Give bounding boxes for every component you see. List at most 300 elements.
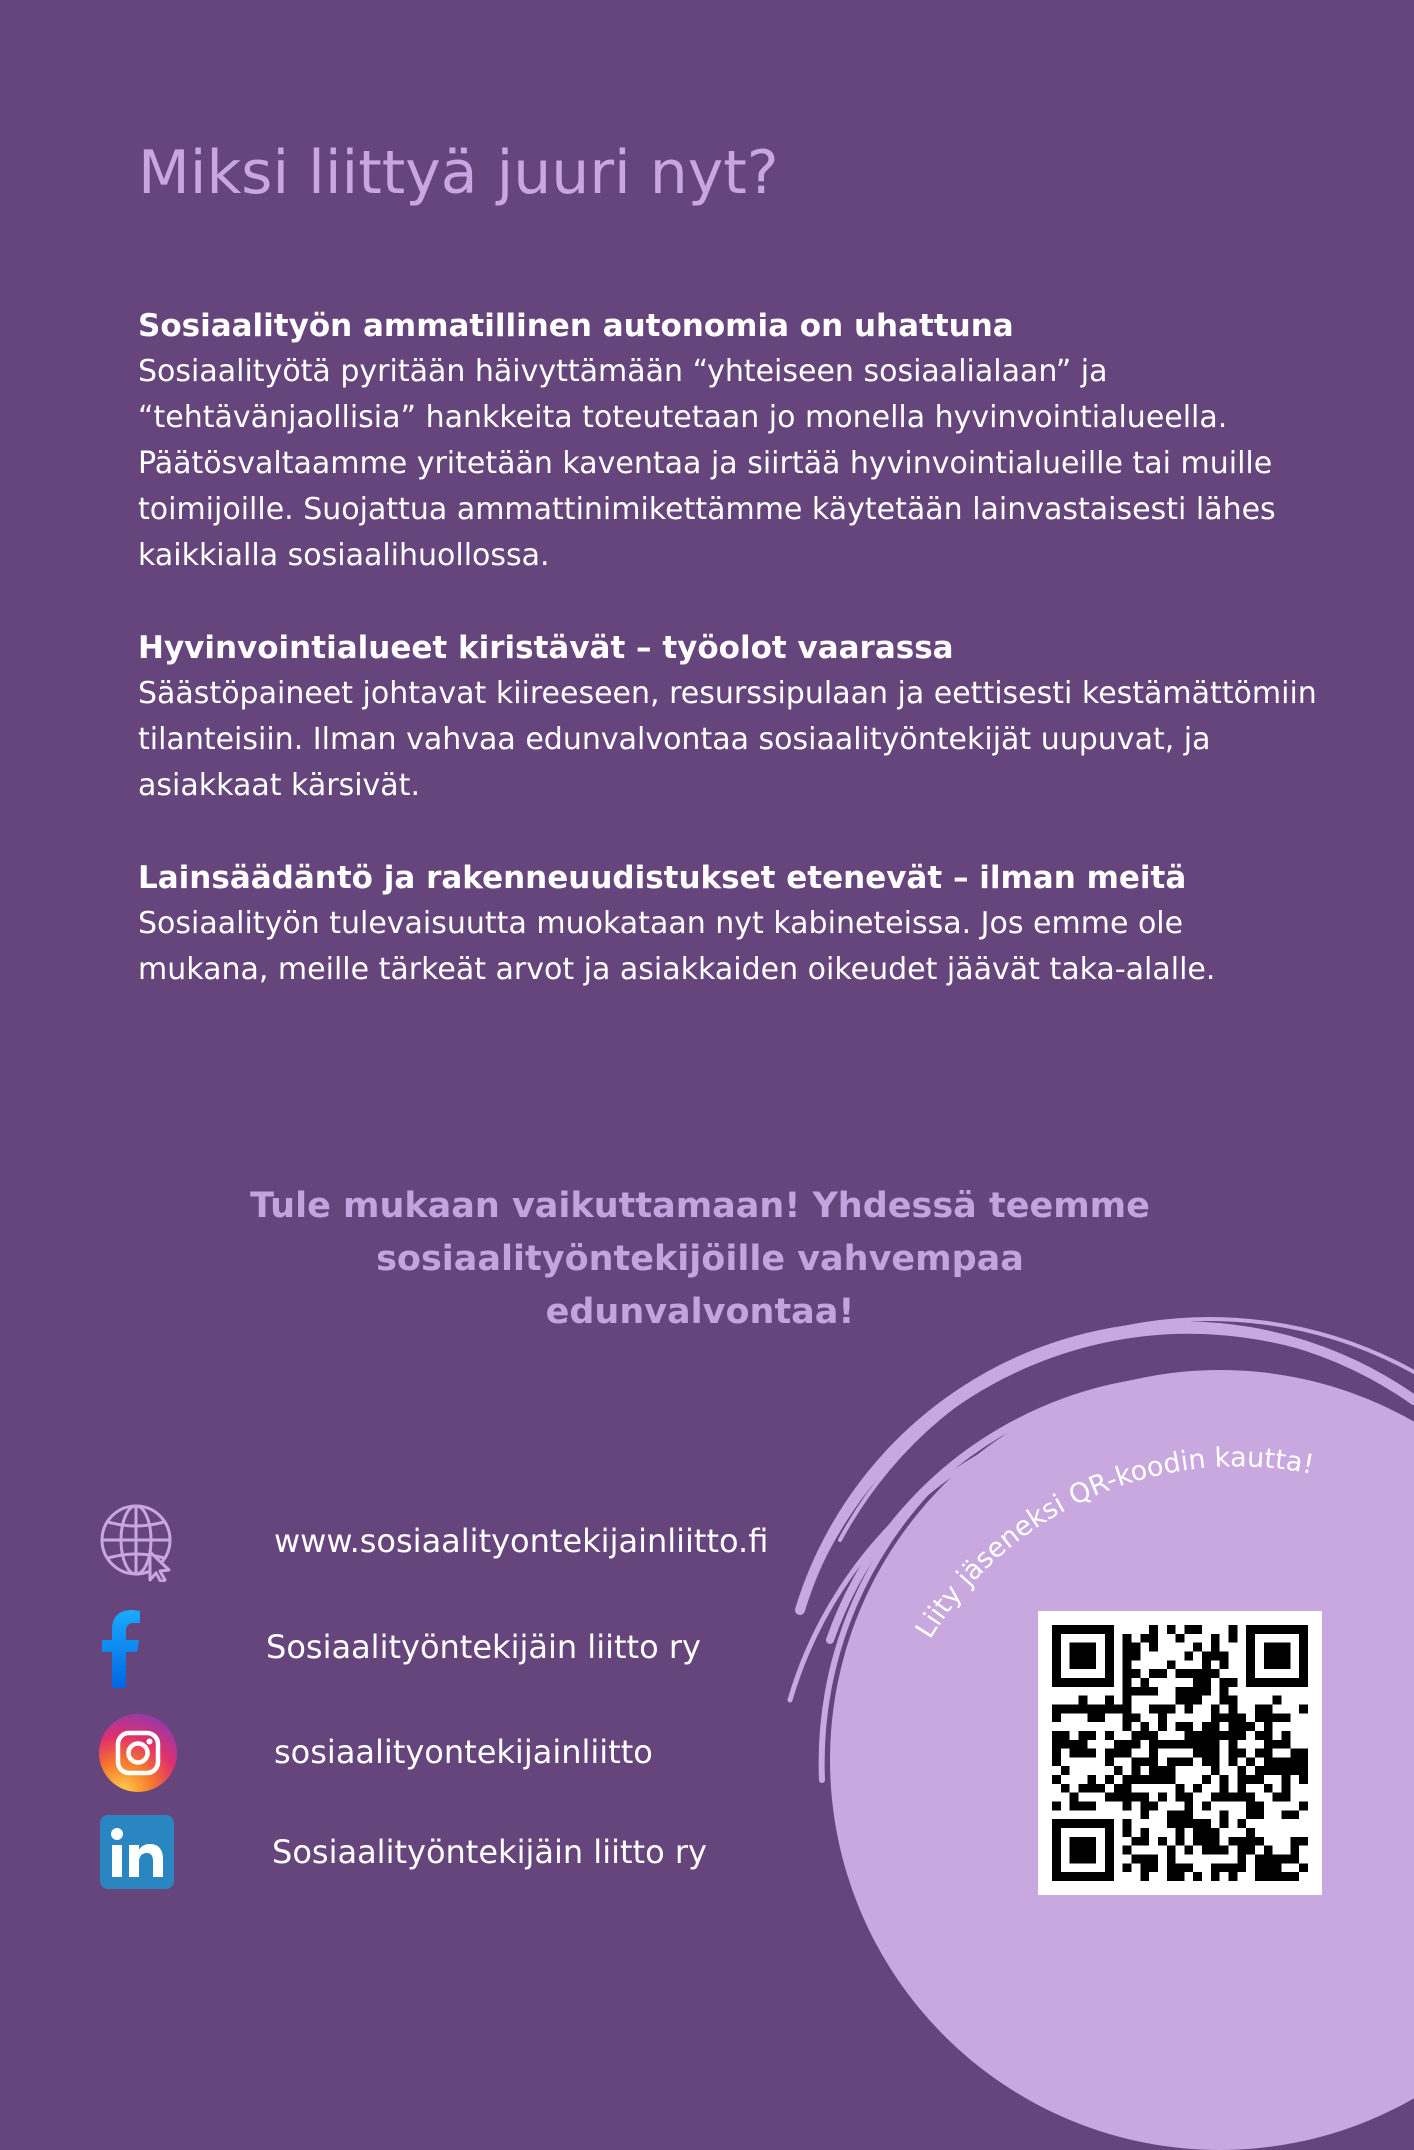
qr-module [1229, 1696, 1238, 1705]
qr-module [1149, 1863, 1158, 1872]
qr-module [1105, 1775, 1114, 1784]
qr-module [1123, 1678, 1132, 1687]
qr-module [1246, 1757, 1255, 1766]
qr-module [1087, 1872, 1096, 1881]
qr-module [1123, 1669, 1132, 1678]
qr-module [1246, 1802, 1255, 1811]
facebook-icon [98, 1608, 178, 1688]
qr-module [1299, 1863, 1308, 1872]
qr-module [1202, 1757, 1211, 1766]
qr-module [1096, 1713, 1105, 1722]
qr-module [1202, 1731, 1211, 1740]
qr-module [1061, 1819, 1070, 1828]
qr-module [1052, 1713, 1061, 1722]
qr-module [1220, 1775, 1229, 1784]
contact-label[interactable]: sosiaalityontekijainliitto [274, 1733, 653, 1771]
qr-module [1131, 1643, 1140, 1652]
qr-module [1105, 1625, 1114, 1634]
qr-module [1202, 1749, 1211, 1758]
qr-module [1149, 1775, 1158, 1784]
qr-module [1193, 1643, 1202, 1652]
qr-module [1282, 1660, 1291, 1669]
reason-title: Sosiaalityön ammatillinen autonomia on uhattuna [138, 308, 1014, 344]
qr-module [1087, 1784, 1096, 1793]
qr-module [1140, 1872, 1149, 1881]
qr-module [1149, 1634, 1158, 1643]
qr-module [1052, 1837, 1061, 1846]
qr-module [1070, 1855, 1079, 1864]
qr-module [1052, 1625, 1061, 1634]
qr-module [1167, 1863, 1176, 1872]
qr-module [1167, 1810, 1176, 1819]
qr-module [1176, 1863, 1185, 1872]
qr-module [1220, 1863, 1229, 1872]
qr-module [1078, 1749, 1087, 1758]
qr-module [1087, 1749, 1096, 1758]
qr-module [1246, 1625, 1255, 1634]
qr-module [1220, 1731, 1229, 1740]
qr-module [1176, 1669, 1185, 1678]
qr-module [1131, 1793, 1140, 1802]
qr-module [1220, 1660, 1229, 1669]
qr-module [1220, 1651, 1229, 1660]
qr-module [1167, 1704, 1176, 1713]
qr-module [1131, 1855, 1140, 1864]
qr-module [1078, 1704, 1087, 1713]
qr-module [1299, 1678, 1308, 1687]
qr-module [1229, 1678, 1238, 1687]
qr-module [1220, 1793, 1229, 1802]
qr-module [1105, 1828, 1114, 1837]
qr-module [1114, 1749, 1123, 1758]
qr-module [1246, 1678, 1255, 1687]
qr-module [1096, 1819, 1105, 1828]
qr-module [1167, 1766, 1176, 1775]
qr-module [1211, 1872, 1220, 1881]
qr-module [1131, 1766, 1140, 1775]
qr-module [1273, 1766, 1282, 1775]
qr-module [1237, 1837, 1246, 1846]
qr-module [1140, 1757, 1149, 1766]
qr-module [1167, 1872, 1176, 1881]
qr-module [1105, 1669, 1114, 1678]
qr-module [1123, 1643, 1132, 1652]
qr-module [1052, 1872, 1061, 1881]
qr-module [1255, 1837, 1264, 1846]
qr-module [1273, 1855, 1282, 1864]
qr-module [1299, 1643, 1308, 1652]
qr-module [1273, 1696, 1282, 1705]
qr-module [1264, 1863, 1273, 1872]
contact-linkedin[interactable] [98, 1813, 818, 1893]
qr-module [1246, 1669, 1255, 1678]
qr-module [1282, 1651, 1291, 1660]
qr-module [1237, 1775, 1246, 1784]
qr-module [1176, 1634, 1185, 1643]
qr-module [1105, 1660, 1114, 1669]
qr-module [1167, 1775, 1176, 1784]
qr-module [1123, 1793, 1132, 1802]
qr-module [1237, 1863, 1246, 1872]
qr-module [1061, 1625, 1070, 1634]
qr-module [1061, 1766, 1070, 1775]
qr-module [1114, 1704, 1123, 1713]
qr-module [1273, 1793, 1282, 1802]
qr-module [1070, 1643, 1079, 1652]
qr-module [1255, 1872, 1264, 1881]
qr-module [1193, 1696, 1202, 1705]
qr-module [1140, 1793, 1149, 1802]
qr-module [1290, 1855, 1299, 1864]
qr-module [1052, 1802, 1061, 1811]
qr-module [1184, 1810, 1193, 1819]
qr-module [1123, 1828, 1132, 1837]
qr-module [1070, 1678, 1079, 1687]
qr-module [1140, 1687, 1149, 1696]
qr-module [1105, 1837, 1114, 1846]
qr-module [1229, 1731, 1238, 1740]
qr-module [1105, 1678, 1114, 1687]
qr-module [1087, 1775, 1096, 1784]
qr-module [1211, 1766, 1220, 1775]
join-qr-text: Liity jäseneksi QR-koodin kautta! [909, 1442, 1317, 1644]
qr-module [1229, 1740, 1238, 1749]
qr-module [1078, 1678, 1087, 1687]
qr-module [1123, 1784, 1132, 1793]
qr-module [1211, 1863, 1220, 1872]
qr-module [1290, 1766, 1299, 1775]
qr-module [1131, 1837, 1140, 1846]
contact-instagram[interactable] [98, 1713, 818, 1793]
qr-module [1176, 1837, 1185, 1846]
contact-facebook[interactable] [98, 1608, 818, 1688]
call-to-action: Tule mukaan vaikuttamaan! Yhdessä teemme sosiaalityöntekijöille vahvempaa edunvalvontaa! [250, 1186, 1150, 1332]
qr-module [1193, 1687, 1202, 1696]
qr-module [1264, 1740, 1273, 1749]
qr-module [1282, 1757, 1291, 1766]
qr-module [1282, 1643, 1291, 1652]
qr-module [1087, 1660, 1096, 1669]
qr-module [1061, 1731, 1070, 1740]
qr-module [1070, 1651, 1079, 1660]
page-title: Miksi liittyä juuri nyt? [138, 138, 779, 208]
qr-module [1202, 1669, 1211, 1678]
qr-module [1273, 1863, 1282, 1872]
qr-module [1299, 1837, 1308, 1846]
qr-module [1078, 1731, 1087, 1740]
qr-module [1273, 1740, 1282, 1749]
qr-module [1140, 1802, 1149, 1811]
qr-module [1123, 1687, 1132, 1696]
qr-module [1070, 1660, 1079, 1669]
qr-module [1264, 1722, 1273, 1731]
qr-module [1246, 1651, 1255, 1660]
qr-module [1158, 1713, 1167, 1722]
qr-module [1229, 1749, 1238, 1758]
qr-module [1123, 1775, 1132, 1784]
qr-module [1052, 1846, 1061, 1855]
qr-module [1131, 1775, 1140, 1784]
qr-module [1202, 1722, 1211, 1731]
qr-module [1184, 1863, 1193, 1872]
qr-module [1078, 1660, 1087, 1669]
qr-module [1255, 1863, 1264, 1872]
qr-module [1167, 1846, 1176, 1855]
qr-module [1087, 1837, 1096, 1846]
qr-module [1299, 1625, 1308, 1634]
qr-module [1255, 1766, 1264, 1775]
qr-module [1184, 1696, 1193, 1705]
qr-module [1078, 1855, 1087, 1864]
qr-module [1193, 1625, 1202, 1634]
qr-module [1229, 1704, 1238, 1713]
qr-module [1105, 1872, 1114, 1881]
qr-module [1087, 1855, 1096, 1864]
qr-module [1246, 1793, 1255, 1802]
qr-module [1061, 1784, 1070, 1793]
qr-module [1176, 1722, 1185, 1731]
qr-module [1158, 1793, 1167, 1802]
qr-module [1299, 1749, 1308, 1758]
qr-module [1273, 1660, 1282, 1669]
qr-module [1123, 1713, 1132, 1722]
qr-module [1167, 1819, 1176, 1828]
qr-module [1246, 1660, 1255, 1669]
qr-module [1096, 1625, 1105, 1634]
qr-module [1211, 1651, 1220, 1660]
qr-module [1184, 1819, 1193, 1828]
qr-module [1184, 1793, 1193, 1802]
qr-module [1273, 1872, 1282, 1881]
contact-label[interactable]: Sosiaalityöntekijäin liitto ry [266, 1628, 701, 1666]
qr-module [1105, 1634, 1114, 1643]
qr-module [1220, 1784, 1229, 1793]
qr-module [1184, 1722, 1193, 1731]
qr-module [1299, 1634, 1308, 1643]
qr-module [1158, 1669, 1167, 1678]
qr-module [1052, 1731, 1061, 1740]
qr-module [1149, 1766, 1158, 1775]
qr-module [1052, 1863, 1061, 1872]
qr-module [1246, 1722, 1255, 1731]
qr-module [1264, 1749, 1273, 1758]
qr-module [1158, 1740, 1167, 1749]
qr-module [1202, 1802, 1211, 1811]
qr-module [1087, 1846, 1096, 1855]
qr-module [1052, 1819, 1061, 1828]
qr-module [1096, 1784, 1105, 1793]
qr-module [1052, 1669, 1061, 1678]
qr-module [1246, 1775, 1255, 1784]
reason-body: Sosiaalityötä pyritään häivyttämään “yhteiseen sosiaalialaan” ja “tehtävänjaollisia” hankkeita toteutetaan jo monella hyvinvointialueella. Päätösvaltaamme yritetään kaventaa ja siirtää hyvinvointialueille tai muille toimijoille. Suojattua ammattinimikettämme käytetään lainvastaisesti lähes kaikkialla sosiaalihuollossa. [138, 354, 1276, 573]
qr-module [1255, 1713, 1264, 1722]
qr-module [1184, 1757, 1193, 1766]
qr-module [1220, 1696, 1229, 1705]
contact-label[interactable]: Sosiaalityöntekijäin liitto ry [272, 1833, 707, 1871]
qr-module [1176, 1793, 1185, 1802]
qr-module [1070, 1625, 1079, 1634]
qr-module [1193, 1837, 1202, 1846]
reasons-list [138, 303, 1318, 1039]
qr-module [1167, 1625, 1176, 1634]
qr-module [1087, 1625, 1096, 1634]
contact-label[interactable]: www.sosiaalityontekijainliitto.fi [274, 1522, 769, 1560]
qr-module [1299, 1669, 1308, 1678]
qr-module [1078, 1625, 1087, 1634]
qr-module [1070, 1802, 1079, 1811]
qr-module [1273, 1757, 1282, 1766]
qr-module [1167, 1740, 1176, 1749]
qr-module [1105, 1846, 1114, 1855]
reason-section-autonomy [138, 303, 1318, 579]
qr-module [1220, 1819, 1229, 1828]
qr-module [1184, 1687, 1193, 1696]
qr-module [1282, 1625, 1291, 1634]
qr-module [1123, 1749, 1132, 1758]
qr-module [1070, 1749, 1079, 1758]
qr-module [1078, 1819, 1087, 1828]
qr-module [1229, 1634, 1238, 1643]
reason-body: Säästöpaineet johtavat kiireeseen, resurssipulaan ja eettisesti kestämättömiin tilanteisiin. Ilman vahvaa edunvalvontaa sosiaalityöntekijät uupuvat, ja asiakkaat kärsivät. [138, 676, 1317, 803]
qr-module [1255, 1749, 1264, 1758]
qr-module [1070, 1846, 1079, 1855]
qr-module [1131, 1651, 1140, 1660]
qr-module [1299, 1802, 1308, 1811]
qr-module [1123, 1651, 1132, 1660]
qr-module [1140, 1837, 1149, 1846]
qr-module [1211, 1749, 1220, 1758]
qr-module [1237, 1793, 1246, 1802]
qr-module [1078, 1872, 1087, 1881]
qr-module [1184, 1669, 1193, 1678]
qr-module [1184, 1651, 1193, 1660]
qr-module [1282, 1775, 1291, 1784]
qr-module [1140, 1678, 1149, 1687]
qr-module [1096, 1704, 1105, 1713]
qr-module [1246, 1837, 1255, 1846]
qr-module [1105, 1819, 1114, 1828]
qr-module [1176, 1757, 1185, 1766]
qr-module [1282, 1713, 1291, 1722]
qr-module [1131, 1669, 1140, 1678]
qr-module [1105, 1731, 1114, 1740]
qr-module [1193, 1749, 1202, 1758]
reason-body: Sosiaalityön tulevaisuutta muokataan nyt kabineteissa. Jos emme ole mukana, meille tärkeät arvot ja asiakkaiden oikeudet jäävät taka-alalle. [138, 906, 1216, 987]
qr-module [1167, 1660, 1176, 1669]
qr-module [1149, 1704, 1158, 1713]
qr-module [1149, 1643, 1158, 1652]
qr-module [1193, 1872, 1202, 1881]
qr-module [1052, 1634, 1061, 1643]
globe-cursor-icon [98, 1502, 178, 1582]
qr-module [1211, 1740, 1220, 1749]
qr-module [1123, 1846, 1132, 1855]
qr-module [1140, 1810, 1149, 1819]
qr-module [1114, 1740, 1123, 1749]
qr-module [1282, 1740, 1291, 1749]
qr-module [1202, 1687, 1211, 1696]
qr-code[interactable] [1038, 1611, 1322, 1895]
qr-module [1131, 1740, 1140, 1749]
qr-module [1229, 1757, 1238, 1766]
qr-module [1140, 1722, 1149, 1731]
qr-module [1070, 1819, 1079, 1828]
qr-module [1114, 1784, 1123, 1793]
qr-module [1061, 1704, 1070, 1713]
qr-module [1114, 1766, 1123, 1775]
qr-module [1264, 1678, 1273, 1687]
qr-module [1264, 1704, 1273, 1713]
qr-module [1255, 1855, 1264, 1864]
qr-module [1193, 1819, 1202, 1828]
qr-module [1237, 1819, 1246, 1828]
qr-module [1255, 1678, 1264, 1687]
qr-module [1123, 1696, 1132, 1705]
qr-module [1105, 1855, 1114, 1864]
qr-module [1149, 1625, 1158, 1634]
qr-module [1176, 1687, 1185, 1696]
qr-module [1273, 1713, 1282, 1722]
reason-section-legislation [138, 855, 1318, 993]
qr-module [1211, 1704, 1220, 1713]
qr-module [1078, 1740, 1087, 1749]
qr-module [1211, 1643, 1220, 1652]
qr-module [1290, 1872, 1299, 1881]
qr-module [1229, 1722, 1238, 1731]
qr-module [1096, 1678, 1105, 1687]
qr-module [1149, 1757, 1158, 1766]
qr-module [1140, 1855, 1149, 1864]
qr-module [1229, 1863, 1238, 1872]
qr-module [1105, 1757, 1114, 1766]
qr-module [1087, 1731, 1096, 1740]
qr-module [1087, 1643, 1096, 1652]
qr-module [1299, 1775, 1308, 1784]
qr-module [1070, 1837, 1079, 1846]
qr-module [1282, 1793, 1291, 1802]
qr-module [1290, 1837, 1299, 1846]
qr-module [1264, 1846, 1273, 1855]
qr-module [1229, 1625, 1238, 1634]
qr-module [1255, 1810, 1264, 1819]
contact-website[interactable] [98, 1502, 818, 1582]
qr-module [1105, 1863, 1114, 1872]
qr-module [1220, 1713, 1229, 1722]
qr-module [1237, 1766, 1246, 1775]
qr-module [1158, 1775, 1167, 1784]
qr-module [1078, 1696, 1087, 1705]
qr-module [1246, 1828, 1255, 1837]
linkedin-icon [98, 1813, 178, 1893]
qr-module [1131, 1713, 1140, 1722]
qr-module [1193, 1828, 1202, 1837]
qr-module [1202, 1660, 1211, 1669]
qr-module [1052, 1855, 1061, 1864]
qr-module [1140, 1775, 1149, 1784]
qr-module [1282, 1784, 1291, 1793]
qr-module [1273, 1651, 1282, 1660]
qr-module [1273, 1625, 1282, 1634]
qr-module [1105, 1643, 1114, 1652]
qr-module [1158, 1766, 1167, 1775]
qr-module [1193, 1740, 1202, 1749]
qr-module [1176, 1740, 1185, 1749]
qr-module [1211, 1722, 1220, 1731]
qr-module [1061, 1872, 1070, 1881]
qr-module [1273, 1643, 1282, 1652]
qr-module [1220, 1846, 1229, 1855]
qr-module [1211, 1828, 1220, 1837]
